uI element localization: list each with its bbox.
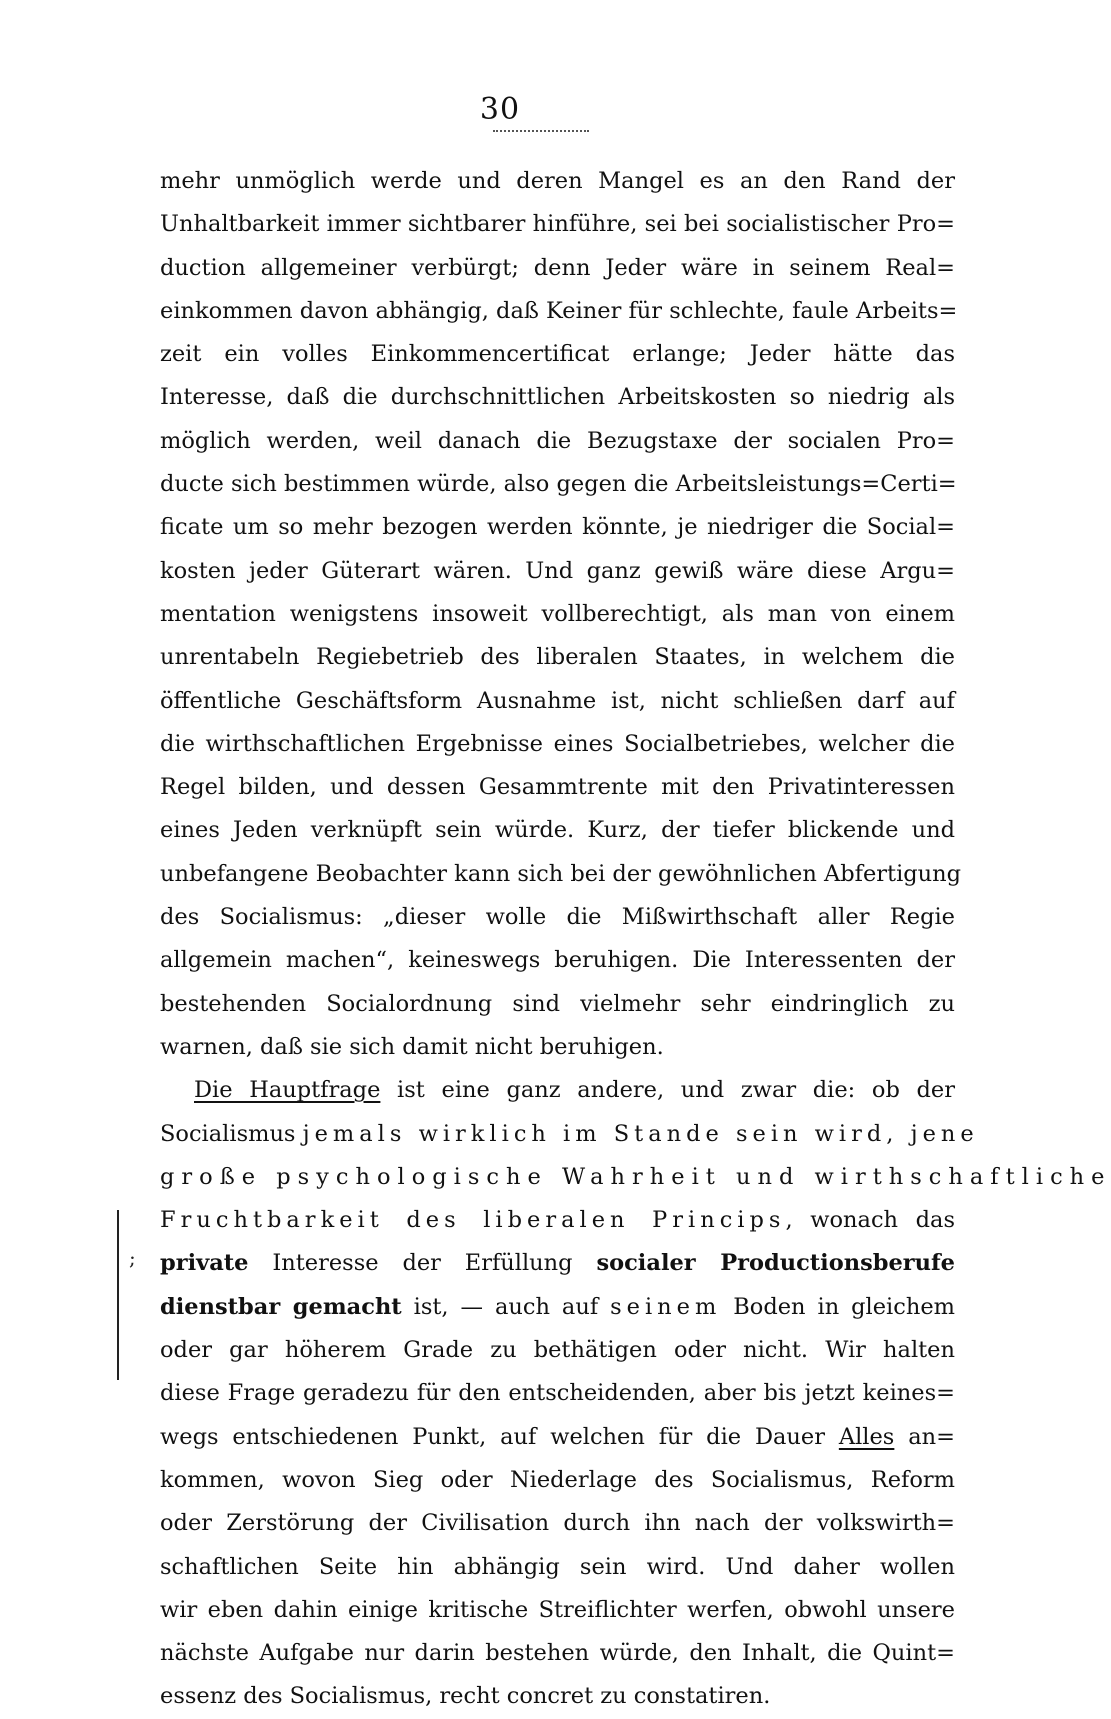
bold-phrase: private bbox=[160, 1250, 249, 1277]
text-line: eines Jeden verknüpft sein würde. Kurz, der tiefer blickende und bbox=[160, 817, 955, 844]
body-text bbox=[160, 160, 1111, 1719]
text-line: kommen, wovon Sieg oder Niederlage des Socialismus, Reform bbox=[160, 1466, 955, 1493]
text-span: Boden in gleichem bbox=[721, 1293, 955, 1320]
text-span: Socialismus bbox=[160, 1120, 303, 1147]
text-line: unrentabeln Regiebetrieb des liberalen Staates, in welchem die bbox=[160, 644, 955, 671]
text-span: ist, — auch auf bbox=[401, 1293, 611, 1320]
text-span: wegs entschiedenen Punkt, auf welchen für die Dauer bbox=[160, 1423, 839, 1450]
underlined-phrase: Alles bbox=[838, 1423, 895, 1450]
text-line: Interesse, daß die durchschnittlichen Arbeitskosten so niedrig als bbox=[160, 384, 955, 411]
text-line: einkommen davon abhängig, daß Keiner für schlechte, faule Arbeits= bbox=[160, 297, 958, 324]
text-line: die wirthschaftlichen Ergebnisse eines Socialbetriebes, welcher die bbox=[160, 730, 955, 757]
text-span: an= bbox=[894, 1423, 955, 1450]
text-span: Interesse der Erfüllung bbox=[248, 1250, 597, 1277]
spaced-phrase: Fruchtbarkeit des liberalen Princips bbox=[160, 1207, 786, 1234]
bold-phrase: socialer Productionsberufe bbox=[596, 1250, 956, 1277]
text-line bbox=[160, 1113, 979, 1156]
page-number-rule bbox=[493, 130, 589, 132]
bold-phrase: dienstbar gemacht bbox=[160, 1293, 402, 1320]
margin-annotation-mark: ; bbox=[129, 1246, 136, 1270]
text-line: möglich werden, weil danach die Bezugstaxe der socialen Pro= bbox=[160, 427, 955, 454]
text-line: Unhaltbarkeit immer sichtbarer hinführe, sei bei socialistischer Pro= bbox=[160, 211, 955, 238]
text-line: duction allgemeiner verbürgt; denn Jeder wäre in seinem Real= bbox=[160, 254, 955, 281]
text-line: diese Frage geradezu für den entscheidenden, aber bis jetzt keines= bbox=[160, 1380, 955, 1407]
text-line: oder Zerstörung der Civilisation durch ihn nach der volkswirth= bbox=[160, 1510, 955, 1537]
text-line: unbefangene Beobachter kann sich bei der gewöhnlichen Abfertigung bbox=[160, 860, 962, 887]
text-line: kosten jeder Güterart wären. Und ganz gewiß wäre diese Argu= bbox=[160, 557, 955, 584]
text-line: nächste Aufgabe nur darin bestehen würde, den Inhalt, die Quint= bbox=[160, 1640, 955, 1667]
text-line bbox=[160, 1242, 955, 1285]
spaced-phrase: jemals wirklich im Stande sein wird, jene bbox=[302, 1120, 979, 1147]
text-line: essenz des Socialismus, recht concret zu constatiren. bbox=[160, 1683, 771, 1710]
page-number: 30 bbox=[479, 92, 521, 127]
text-line: Regel bilden, und dessen Gesammtrente mit den Privatinteressen bbox=[160, 774, 955, 801]
text-line: allgemein machen“, keineswegs beruhigen. Die Interessenten der bbox=[160, 947, 955, 974]
text-span: ist eine ganz andere, und zwar die: ob der bbox=[380, 1077, 955, 1104]
underlined-phrase: Die Hauptfrage bbox=[194, 1077, 381, 1104]
text-line: bestehenden Socialordnung sind vielmehr sehr eindringlich zu bbox=[160, 990, 955, 1017]
text-line: mehr unmöglich werde und deren Mangel es an den Rand der bbox=[160, 168, 955, 194]
text-line: ficate um so mehr bezogen werden könnte, je niedriger die Social= bbox=[160, 514, 955, 541]
text-line: warnen, daß sie sich damit nicht beruhigen. bbox=[160, 1033, 664, 1060]
text-line bbox=[160, 1416, 955, 1459]
spaced-line: große psychologische Wahrheit und wirthschaftliche bbox=[160, 1163, 1111, 1190]
text-line bbox=[160, 1199, 955, 1242]
margin-annotation-line bbox=[117, 1210, 119, 1380]
spaced-phrase: seinem bbox=[610, 1293, 722, 1320]
text-line: des Socialismus: „dieser wolle die Mißwirthschaft aller Regie bbox=[160, 904, 955, 931]
text-line: wir eben dahin einige kritische Streiflichter werfen, obwohl unsere bbox=[160, 1596, 955, 1623]
text-line: zeit ein volles Einkommencertificat erlange; Jeder hätte das bbox=[160, 341, 955, 368]
text-line: mentation wenigstens insoweit vollberechtigt, als man von einem bbox=[160, 600, 955, 627]
text-line bbox=[160, 1286, 955, 1329]
text-line: oder gar höherem Grade zu bethätigen oder nicht. Wir halten bbox=[160, 1337, 955, 1364]
text-line: ducte sich bestimmen würde, also gegen die Arbeitsleistungs=Certi= bbox=[160, 471, 957, 498]
text-span: , wonach das bbox=[785, 1207, 956, 1234]
text-line: öffentliche Geschäftsform Ausnahme ist, nicht schließen darf auf bbox=[160, 687, 955, 714]
text-line bbox=[160, 1069, 955, 1112]
text-line: schaftlichen Seite hin abhängig sein wird. Und daher wollen bbox=[160, 1553, 955, 1580]
